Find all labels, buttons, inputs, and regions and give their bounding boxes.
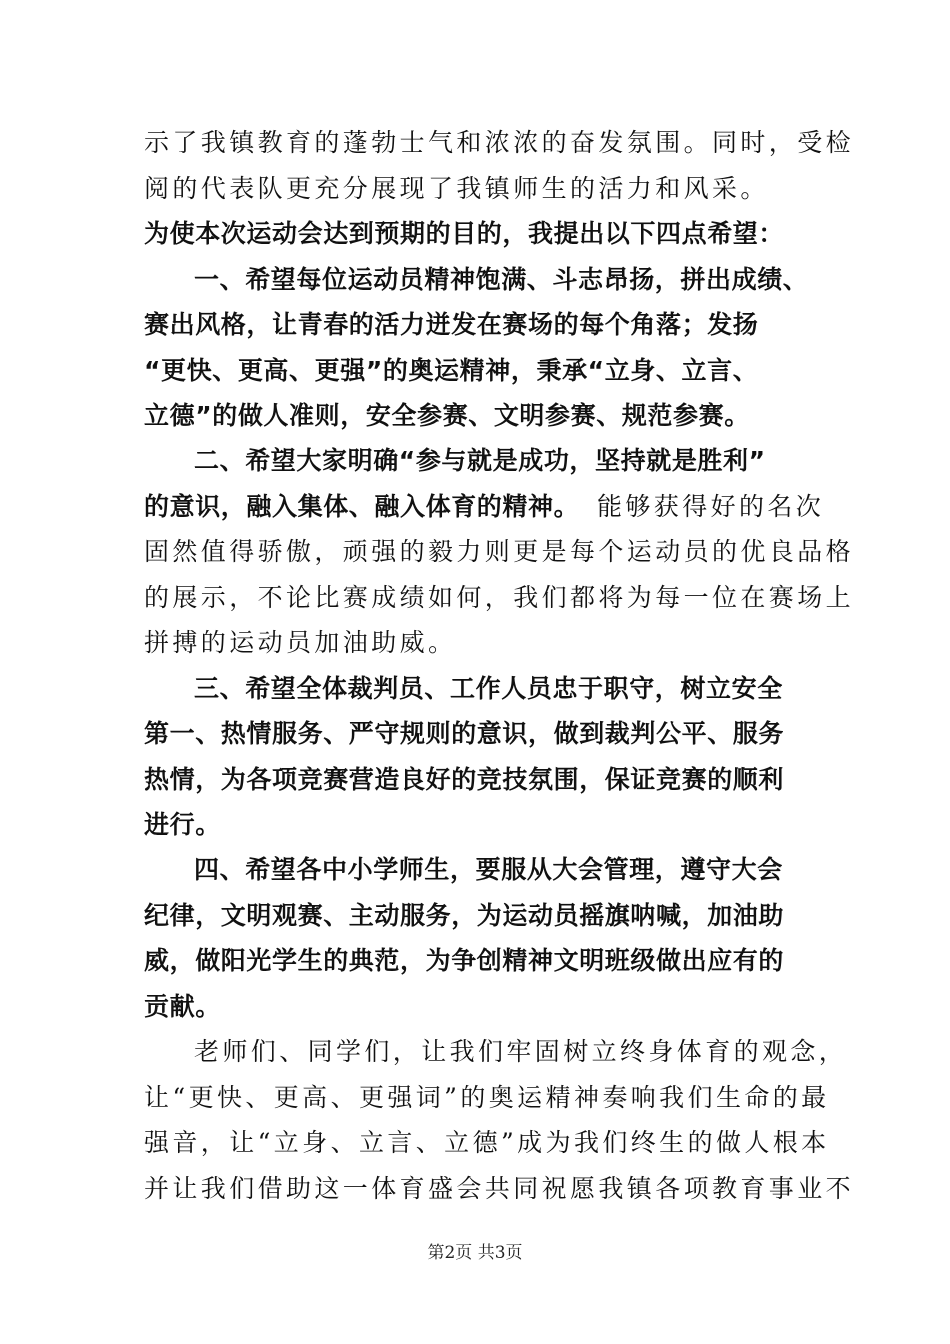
text-line: 拼搏的运动员加油助威。 xyxy=(144,628,457,657)
text-line: 并让我们借助这一体育盛会共同祝愿我镇各项教育事业不 xyxy=(144,1174,855,1203)
text-line: 热情，为各项竞赛营造良好的竞技氛围，保证竞赛的顺利 xyxy=(144,765,785,794)
text-line: 一、希望每位运动员精神饱满、斗志昂扬，拼出成绩、 xyxy=(194,265,809,294)
text-line: “更快、更高、更强”的奥运精神，秉承“立身、立言、 xyxy=(144,356,759,385)
text-line: 为使本次运动会达到预期的目的，我提出以下四点希望： xyxy=(144,219,785,248)
text-line: 进行。 xyxy=(144,810,221,839)
page-footer: 第2页 共3页 xyxy=(427,1243,523,1263)
text-line: 第一、热情服务、严守规则的意识，做到裁判公平、服务 xyxy=(144,719,785,748)
text-line: 纪律，文明观赛、主动服务，为运动员摇旗呐喊，加油助 xyxy=(144,901,785,930)
text-line: 四、希望各中小学师生，要服从大会管理，遵守大会 xyxy=(194,855,783,884)
text-line: 三、希望全体裁判员、工作人员忠于职守，树立安全 xyxy=(194,674,783,703)
text-line: 贡献。 xyxy=(144,992,221,1021)
text-line: 的展示，不论比赛成绩如何，我们都将为每一位在赛场上 xyxy=(144,583,855,612)
text-line: 的意识，融入集体、融入体育的精神。 xyxy=(144,492,580,521)
text-line: 威，做阳光学生的典范，为争创精神文明班级做出应有的 xyxy=(144,946,785,975)
text-line: 二、希望大家明确“参与就是成功，坚持就是胜利” xyxy=(194,446,766,475)
text-line: 固然值得骄傲，顽强的毅力则更是每个运动员的优良品格 xyxy=(144,537,855,566)
text-line: 老师们、同学们，让我们牢固树立终身体育的观念， xyxy=(194,1037,848,1066)
text-line: 示了我镇教育的蓬勃士气和浓浓的奋发氛围。同时，受检 xyxy=(144,128,855,157)
text-line: 让“更快、更高、更强词”的奥运精神奏响我们生命的最 xyxy=(144,1083,830,1112)
text-line: 强音，让“立身、立言、立德”成为我们终生的做人根本 xyxy=(144,1128,830,1157)
text-line: 阅的代表队更充分展现了我镇师生的活力和风采。 xyxy=(144,174,769,203)
text-line: 立德”的做人准则，安全参赛、文明参赛、规范参赛。 xyxy=(144,401,750,430)
text-line: 赛出风格，让青春的活力迸发在赛场的每个角落；发扬 xyxy=(144,310,759,339)
text-line: 能够获得好的名次 xyxy=(597,492,825,521)
